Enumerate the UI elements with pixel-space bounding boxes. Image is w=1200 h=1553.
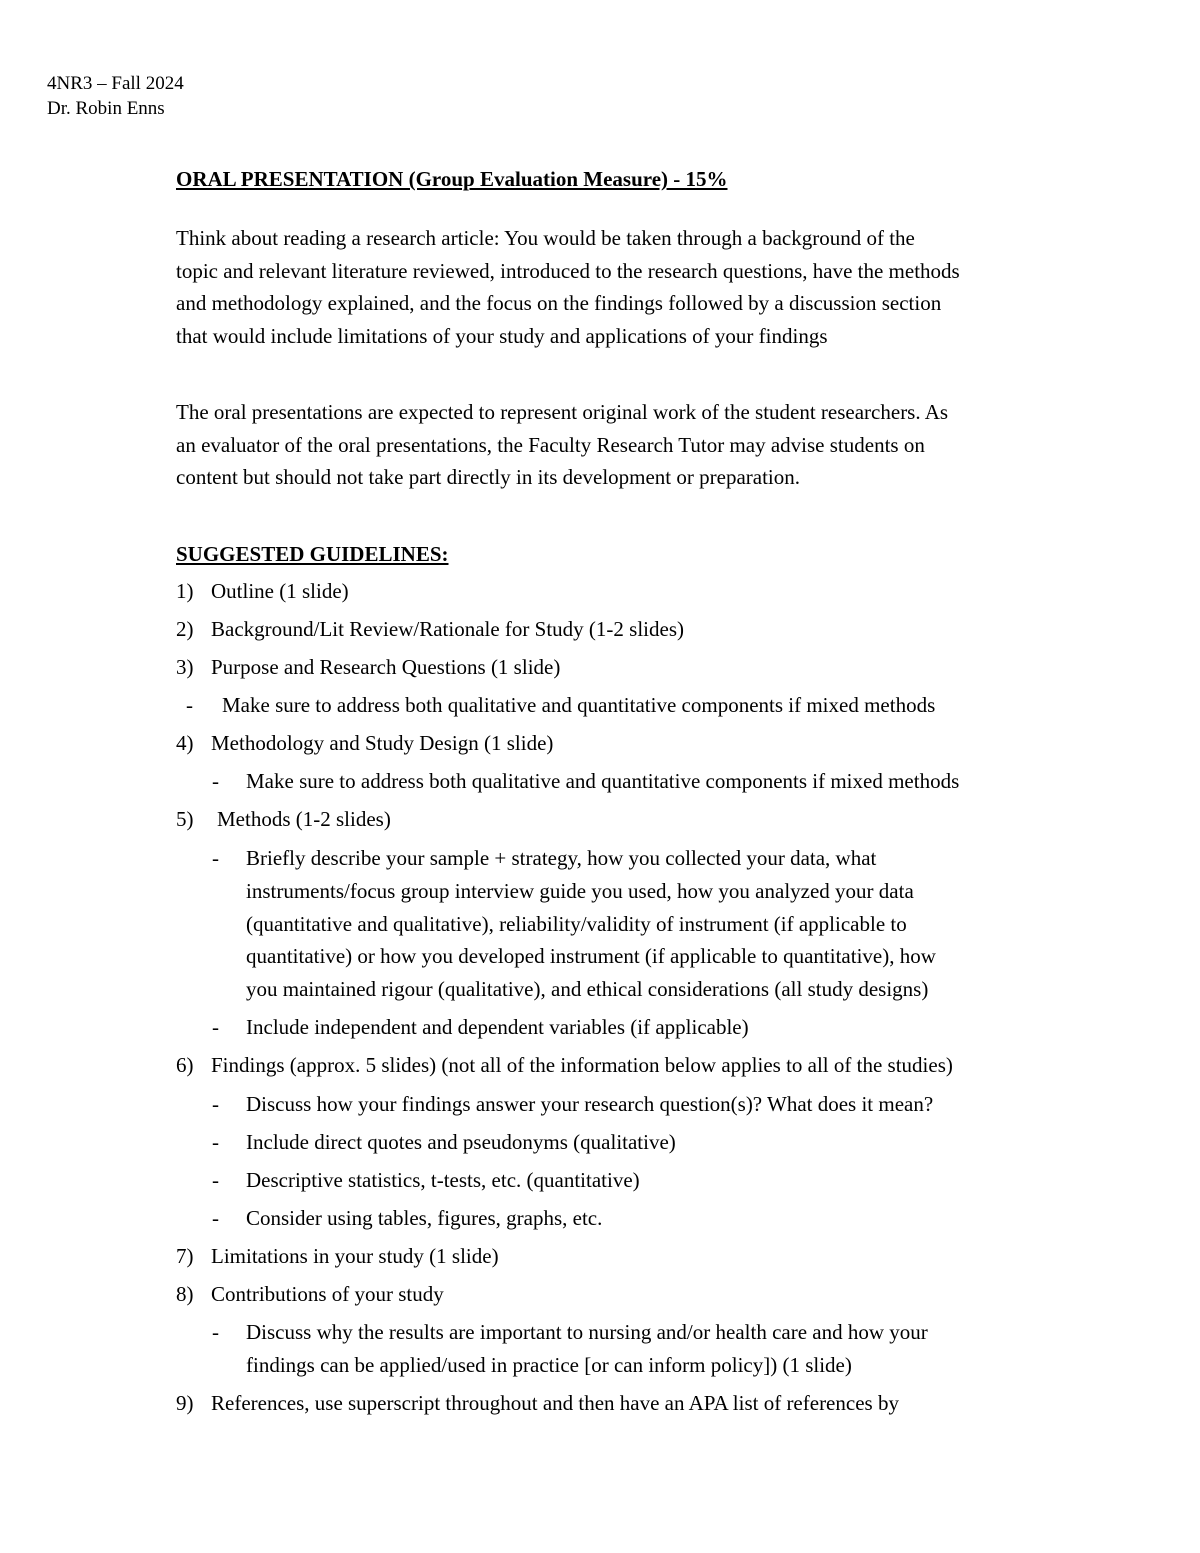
list-dash: -	[212, 1206, 219, 1230]
guideline-item: Purpose and Research Questions (1 slide)	[211, 655, 561, 679]
guideline-subitem: Make sure to address both qualitative and quantitative components if mixed methods	[222, 693, 936, 717]
list-dash: -	[212, 1168, 219, 1192]
list-number: 4)	[176, 731, 194, 755]
list-number: 8)	[176, 1282, 194, 1306]
list-dash: -	[212, 1092, 219, 1116]
list-number: 3)	[176, 655, 194, 679]
guideline-subitem-line: findings can be applied/used in practice [or can inform policy]) (1 slide)	[246, 1353, 852, 1377]
originality-paragraph	[176, 396, 948, 494]
guideline-subitem-line: Discuss why the results are important to nursing and/or health care and how your	[246, 1320, 928, 1344]
list-number: 9)	[176, 1391, 194, 1415]
guideline-subitem: Descriptive statistics, t-tests, etc. (quantitative)	[246, 1168, 640, 1192]
guideline-subitem: Make sure to address both qualitative and quantitative components if mixed methods	[246, 769, 960, 793]
list-dash: -	[212, 769, 219, 793]
guideline-subitem-line: instruments/focus group interview guide you used, how you analyzed your data	[246, 879, 914, 903]
list-dash: -	[212, 1130, 219, 1154]
intro-line: that would include limitations of your study and applications of your findings	[176, 324, 828, 349]
list-number: 6)	[176, 1053, 194, 1077]
guideline-item: Background/Lit Review/Rationale for Study (1-2 slides)	[211, 617, 684, 641]
intro-line: Think about reading a research article: You would be taken through a background of the	[176, 226, 915, 250]
intro-paragraph	[176, 222, 960, 353]
list-number: 1)	[176, 579, 194, 603]
guideline-subitem: Include independent and dependent variables (if applicable)	[246, 1015, 749, 1039]
guideline-subitem: Include direct quotes and pseudonyms (qualitative)	[246, 1130, 676, 1154]
course-label: 4NR3 – Fall 2024	[47, 73, 184, 94]
list-number: 7)	[176, 1244, 194, 1268]
guidelines-heading: SUGGESTED GUIDELINES:	[176, 542, 449, 566]
guideline-item: Methodology and Study Design (1 slide)	[211, 731, 554, 755]
document-title: ORAL PRESENTATION (Group Evaluation Measure) - 15%	[176, 167, 728, 191]
list-dash: -	[186, 693, 193, 717]
guideline-subitem-line: Briefly describe your sample + strategy, how you collected your data, what	[246, 846, 877, 870]
guideline-item: Methods (1-2 slides)	[217, 807, 391, 831]
originality-line: an evaluator of the oral presentations, the Faculty Research Tutor may advise students on	[176, 432, 925, 457]
originality-line: content but should not take part directly in its development or preparation.	[176, 465, 801, 490]
guideline-subitem: Discuss how your findings answer your research question(s)? What does it mean?	[246, 1092, 934, 1116]
guideline-item: Contributions of your study	[211, 1282, 444, 1306]
list-dash: -	[212, 1320, 219, 1344]
guideline-subitem-line: quantitative) or how you developed instrument (if applicable to quantitative), how	[246, 944, 936, 968]
intro-line: and methodology explained, and the focus on the findings followed by a discussion section	[176, 291, 942, 316]
intro-line: topic and relevant literature reviewed, introduced to the research questions, have the methods	[176, 258, 960, 283]
guideline-subitem: Consider using tables, figures, graphs, etc.	[246, 1206, 603, 1230]
originality-line: The oral presentations are expected to represent original work of the student researchers. As	[176, 400, 949, 424]
list-dash: -	[212, 1015, 219, 1039]
guideline-item: References, use superscript throughout and then have an APA list of references by	[211, 1391, 899, 1415]
list-dash: -	[212, 846, 219, 870]
guideline-subitem-line: (quantitative and qualitative), reliability/validity of instrument (if applicable to	[246, 912, 907, 936]
list-number: 5)	[176, 807, 194, 831]
list-number: 2)	[176, 617, 194, 641]
instructor-name: Dr. Robin Enns	[47, 98, 165, 119]
guideline-item: Limitations in your study (1 slide)	[211, 1244, 499, 1268]
guideline-subitem-line: you maintained rigour (qualitative), and ethical considerations (all study designs)	[246, 977, 929, 1001]
guideline-item: Outline (1 slide)	[211, 579, 349, 603]
guideline-item: Findings (approx. 5 slides) (not all of the information below applies to all of the studies)	[211, 1053, 953, 1077]
